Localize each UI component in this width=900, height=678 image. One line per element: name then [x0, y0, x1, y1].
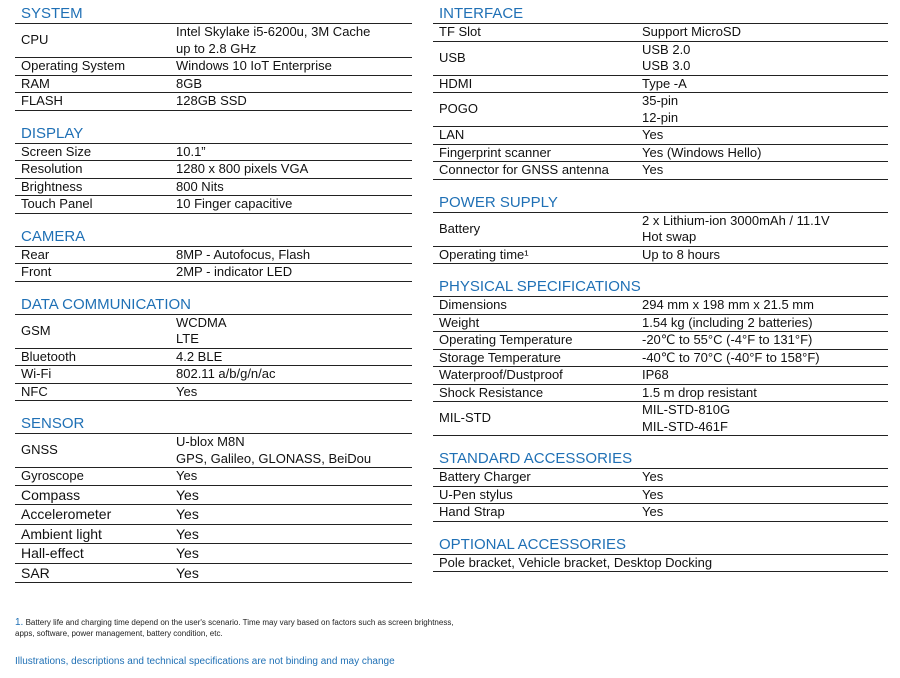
section-title-sensor: SENSOR: [15, 414, 412, 434]
spec-row: [433, 162, 888, 180]
spec-label: Storage Temperature: [439, 349, 561, 365]
spec-label: USB: [439, 49, 466, 65]
spec-label: HDMI: [439, 75, 473, 91]
spec-value: Up to 8 hours: [642, 246, 721, 262]
spec-label: TF Slot: [439, 24, 481, 39]
spec-label: Waterproof/Dustproof: [439, 367, 563, 382]
spec-value: 10 Finger capacitive: [176, 196, 293, 211]
spec-label: POGO: [439, 101, 479, 117]
spec-label: CPU: [21, 32, 49, 48]
spec-label: Dimensions: [439, 297, 507, 312]
spec-row: [15, 486, 412, 506]
spec-label: SAR: [21, 564, 50, 581]
spec-row: [433, 555, 888, 573]
spec-row: [15, 525, 412, 545]
spec-row: [15, 161, 412, 179]
spec-label: Touch Panel: [21, 196, 93, 211]
spec-value: 2MP - indicator LED: [176, 264, 293, 279]
spec-value: 1.5 m drop resistant: [642, 384, 757, 400]
spec-value: Type -A: [642, 75, 687, 91]
spec-value: -20℃ to 55°C (-4°F to 131°F): [642, 332, 813, 347]
spec-label: GSM: [21, 322, 51, 338]
spec-row: [15, 24, 412, 58]
spec-label: GNSS: [21, 442, 58, 458]
spec-value: 35-pin 12-pin: [642, 93, 679, 125]
spec-row: [15, 544, 412, 564]
spec-value: 2 x Lithium-ion 3000mAh / 11.1V Hot swap: [642, 212, 830, 244]
spec-row: [15, 384, 412, 402]
spec-value: Yes: [642, 504, 664, 519]
spec-value: 128GB SSD: [176, 93, 247, 108]
spec-row: [433, 76, 888, 94]
spec-label: Operating time¹: [439, 246, 529, 262]
section-title-data-communication: DATA COMMUNICATION: [15, 295, 412, 315]
section-title-camera: CAMERA: [15, 227, 412, 247]
spec-label: Battery Charger: [439, 469, 531, 484]
spec-value: 800 Nits: [176, 178, 224, 194]
spec-value: Yes: [176, 506, 199, 522]
section-title-system: SYSTEM: [15, 4, 412, 24]
spec-label: Gyroscope: [21, 468, 84, 483]
spec-row: [15, 366, 412, 384]
spec-value: Support MicroSD: [642, 24, 741, 39]
spec-value: Yes: [642, 469, 664, 484]
section-title-physical-specifications: PHYSICAL SPECIFICATIONS: [433, 277, 888, 297]
spec-value: Yes: [176, 564, 199, 581]
spec-row: [15, 247, 412, 265]
spec-value: 8MP - Autofocus, Flash: [176, 246, 311, 262]
spec-row: [433, 213, 888, 247]
spec-value: 802.11 a/b/g/n/ac: [176, 366, 276, 381]
spec-row: [433, 42, 888, 76]
spec-row: [15, 264, 412, 282]
spec-value: 1.54 kg (including 2 batteries): [642, 314, 813, 330]
spec-value: Yes: [176, 383, 198, 399]
spec-row: [15, 144, 412, 162]
spec-label: U-Pen stylus: [439, 486, 513, 502]
spec-value: U-blox M8N GPS, Galileo, GLONASS, BeiDou: [176, 434, 372, 466]
section-title-standard-accessories: STANDARD ACCESSORIES: [433, 449, 888, 469]
spec-value: MIL-STD-810G MIL-STD-461F: [642, 402, 731, 434]
spec-value: Yes (Windows Hello): [642, 144, 762, 160]
spec-row: [433, 367, 888, 385]
spec-row: [15, 58, 412, 76]
spec-label: Accelerometer: [21, 506, 112, 522]
spec-value: Yes: [176, 468, 198, 483]
section-title-optional-accessories: OPTIONAL ACCESSORIES: [433, 535, 888, 555]
spec-value: Yes: [642, 486, 664, 502]
spec-row: [433, 297, 888, 315]
footnote-text: Battery life and charging time depend on the user's scenario. Time may vary based on factors such as screen brightness, apps, software, power management, battery condition, etc.: [15, 618, 454, 638]
spec-value: -40℃ to 70°C (-40°F to 158°F): [642, 349, 820, 365]
spec-label: Ambient light: [21, 525, 102, 542]
spec-value: 294 mm x 198 mm x 21.5 mm: [642, 297, 814, 312]
spec-row: [15, 179, 412, 197]
spec-label: FLASH: [21, 93, 63, 108]
spec-value: Intel Skylake i5-6200u, 3M Cache up to 2.8 GHz: [176, 24, 371, 56]
section-title-interface: INTERFACE: [433, 4, 888, 24]
spec-label: Pole bracket, Vehicle bracket, Desktop Docking: [439, 554, 713, 570]
spec-row: [15, 315, 412, 349]
spec-row: [15, 349, 412, 367]
spec-row: [433, 127, 888, 145]
spec-row: [15, 93, 412, 111]
spec-row: [15, 76, 412, 94]
spec-label: Operating Temperature: [439, 332, 573, 347]
spec-value: WCDMA LTE: [176, 314, 227, 346]
spec-label: Rear: [21, 246, 50, 262]
section-title-display: DISPLAY: [15, 124, 412, 144]
spec-label: LAN: [439, 127, 465, 142]
spec-label: Front: [21, 264, 52, 279]
spec-row: [433, 402, 888, 436]
spec-value: USB 2.0 USB 3.0: [642, 41, 691, 73]
spec-row: [433, 487, 888, 505]
spec-row: [15, 564, 412, 584]
spec-value: Yes: [176, 545, 199, 561]
spec-row: [15, 434, 412, 468]
spec-value: 10.1”: [176, 143, 206, 159]
spec-row: [433, 332, 888, 350]
spec-label: Weight: [439, 314, 480, 330]
spec-label: Wi-Fi: [21, 366, 52, 381]
spec-label: Connector for GNSS antenna: [439, 162, 609, 177]
spec-row: [433, 504, 888, 522]
spec-value: Yes: [176, 486, 199, 503]
spec-row: [433, 93, 888, 127]
spec-label: NFC: [21, 383, 48, 399]
footnote: [15, 617, 455, 639]
spec-row: [15, 468, 412, 486]
spec-value: Yes: [176, 525, 199, 542]
spec-value: 8GB: [176, 75, 203, 91]
spec-row: [433, 469, 888, 487]
spec-label: Hand Strap: [439, 504, 505, 519]
spec-label: Shock Resistance: [439, 384, 544, 400]
spec-label: MIL-STD: [439, 410, 491, 426]
spec-value: 1280 x 800 pixels VGA: [176, 161, 309, 176]
spec-label: Operating System: [21, 58, 126, 73]
spec-row: [15, 196, 412, 214]
spec-label: Battery: [439, 220, 481, 236]
spec-value: Yes: [642, 162, 664, 177]
spec-value: Yes: [642, 127, 664, 142]
spec-value: 4.2 BLE: [176, 348, 223, 364]
spec-row: [433, 350, 888, 368]
spec-row: [433, 385, 888, 403]
footnote-number: 1.: [15, 617, 24, 628]
right-spec-column: [433, 4, 888, 572]
spec-row: [433, 247, 888, 265]
section-title-power-supply: POWER SUPPLY: [433, 193, 888, 213]
spec-row: [15, 505, 412, 525]
spec-label: Screen Size: [21, 143, 92, 159]
spec-label: Hall-effect: [21, 545, 84, 561]
spec-row: [433, 145, 888, 163]
spec-label: Fingerprint scanner: [439, 144, 551, 160]
spec-label: Bluetooth: [21, 348, 76, 364]
spec-value: Windows 10 IoT Enterprise: [176, 58, 332, 73]
spec-label: Compass: [21, 486, 81, 503]
disclaimer: Illustrations, descriptions and technical specifications are not binding and may change: [15, 656, 395, 667]
spec-value: IP68: [642, 367, 669, 382]
left-spec-column: [15, 4, 412, 583]
spec-label: Brightness: [21, 178, 83, 194]
spec-label: Resolution: [21, 161, 83, 176]
spec-label: RAM: [21, 75, 50, 91]
spec-row: [433, 24, 888, 42]
spec-row: [433, 315, 888, 333]
